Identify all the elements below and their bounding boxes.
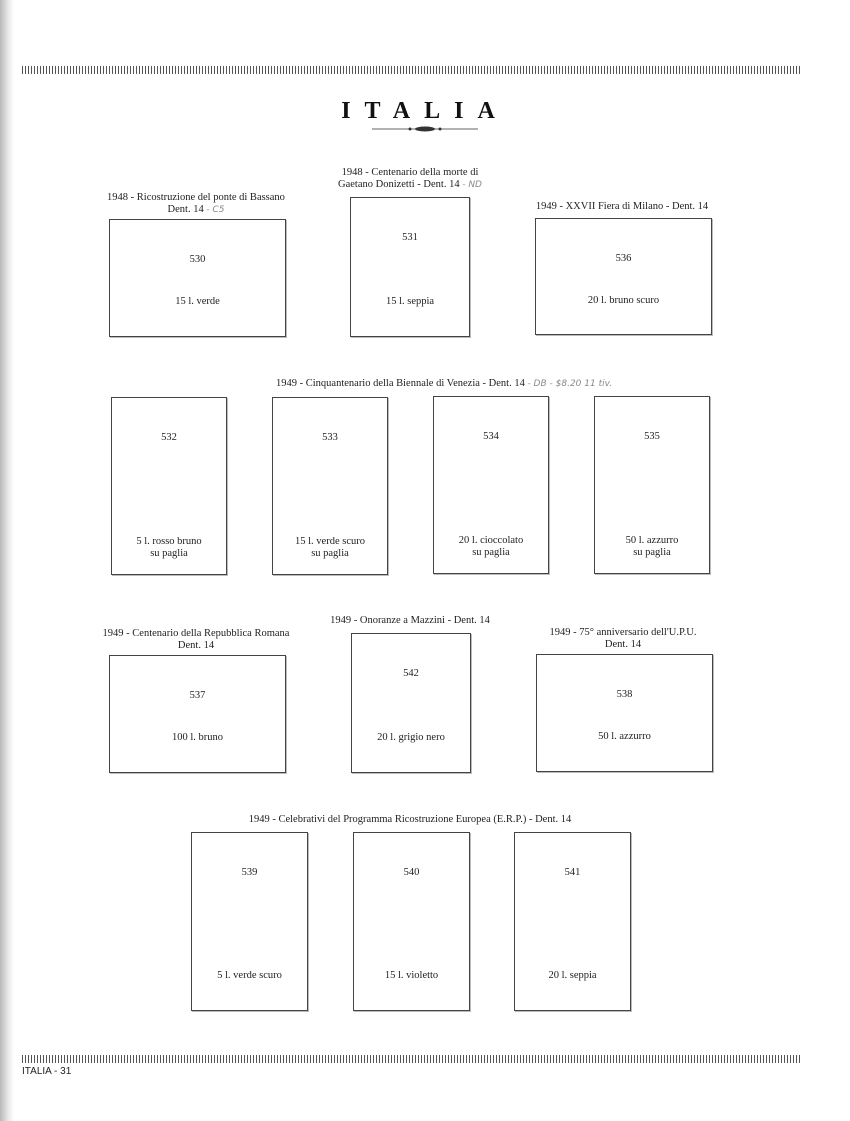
caption-erp: 1949 - Celebrativi del Programma Ricostruzione Europea (E.R.P.) - Dent. 14: [248, 814, 572, 825]
stamp-slot-542: 542 20 l. grigio nero: [351, 633, 471, 773]
stamp-slot-538: 538 50 l. azzurro: [536, 654, 713, 772]
caption-biennale-venezia: 1949 - Cinquantenario della Biennale di Venezia - Dent. 14 - DB - $8.20 11 tiv.: [276, 378, 613, 389]
stamp-slot-540: 540 15 l. violetto: [353, 832, 470, 1011]
stamp-slot-539: 539 5 l. verde scuro: [191, 832, 308, 1011]
bottom-border-rule: [22, 1055, 800, 1063]
caption-upu: 1949 - 75° anniversario dell'U.P.U. Dent. 14: [549, 627, 697, 650]
stamp-slot-534: 534 20 l. cioccolato su paglia: [433, 396, 549, 574]
stamp-slot-541: 541 20 l. seppia: [514, 832, 631, 1011]
stamp-slot-537: 537 100 l. bruno: [109, 655, 286, 773]
stamp-slot-536: 536 20 l. bruno scuro: [535, 218, 712, 335]
top-border-rule: [22, 66, 800, 74]
stamp-slot-535: 535 50 l. azzurro su paglia: [594, 396, 710, 574]
caption-mazzini: 1949 - Onoranze a Mazzini - Dent. 14: [330, 615, 490, 626]
title-ornament: [372, 124, 478, 134]
page-footer: ITALIA - 31: [22, 1066, 72, 1077]
caption-fiera-milano: 1949 - XXVII Fiera di Milano - Dent. 14: [535, 201, 709, 212]
caption-donizetti: 1948 - Centenario della morte di Gaetano Donizetti - Dent. 14 - ND: [338, 167, 482, 190]
stamp-slot-533: 533 15 l. verde scuro su paglia: [272, 397, 388, 575]
page-title: ITALIA: [341, 98, 509, 124]
page-edge-shadow: [0, 0, 14, 1121]
stamp-slot-531: 531 15 l. seppia: [350, 197, 470, 337]
caption-ponte-bassano: 1948 - Ricostruzione del ponte di Bassano Dent. 14 - C5: [107, 192, 285, 215]
stamp-slot-530: 530 15 l. verde: [109, 219, 286, 337]
caption-repubblica-romana: 1949 - Centenario della Repubblica Romana Dent. 14: [102, 628, 290, 651]
stamp-slot-532: 532 5 l. rosso bruno su paglia: [111, 397, 227, 575]
